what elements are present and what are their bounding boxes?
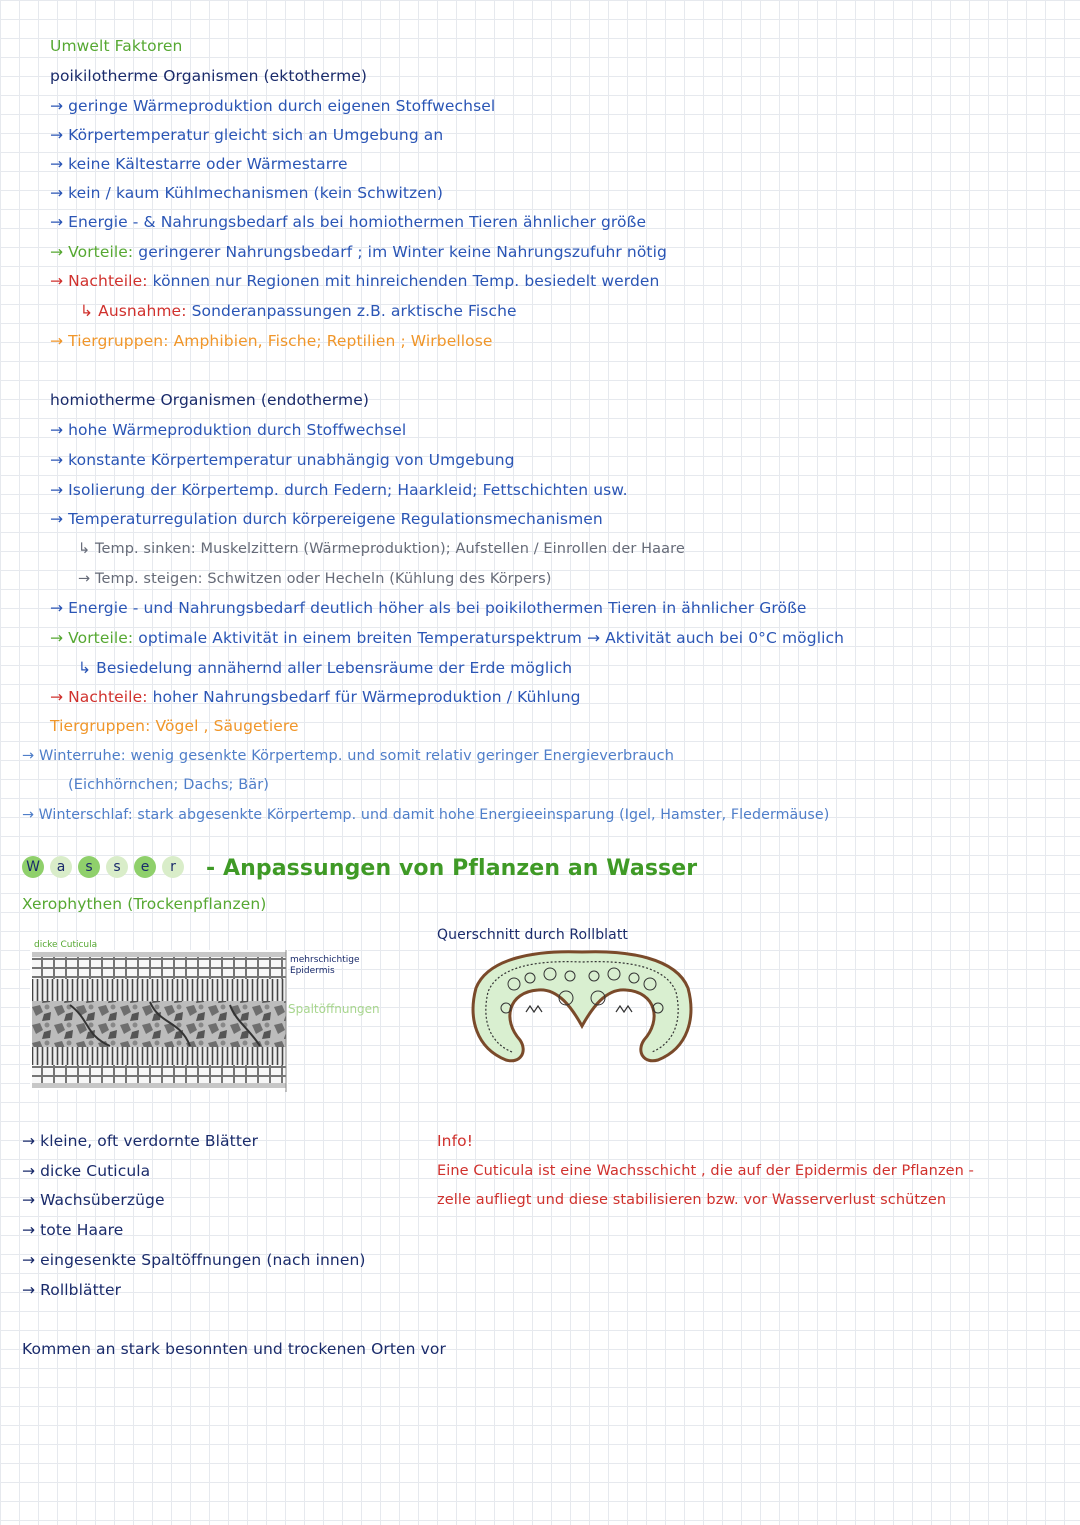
homoi-besiedlung: ↳ Besiedelung annähernd aller Lebensräume der Erde möglich: [78, 659, 573, 677]
poik-item: → keine Kältestarre oder Wärmestarre: [50, 155, 348, 173]
bubble-letter: s: [78, 856, 100, 878]
subtitle-xerophyten: Xerophythen (Trockenpflanzen): [22, 895, 267, 913]
homoi-vorteile-text: optimale Aktivität in einem breiten Temperaturspektrum → Aktivität auch bei 0°C möglich: [138, 629, 845, 647]
homoi-item: → Isolierung der Körpertemp. durch Federn; Haarkleid; Fettschichten usw.: [50, 481, 628, 499]
poik-item: → geringe Wärmeproduktion durch eigenen Stoffwechsel: [50, 97, 496, 115]
poik-ausnahme: [80, 301, 517, 321]
homoi-vorteile-label: → Vorteile:: [50, 629, 134, 647]
label-epidermis-1: mehrschichtige: [290, 955, 360, 965]
xero-item: → Wachsüberzüge: [22, 1191, 165, 1209]
label-dicke-cuticula: dicke Cuticula: [34, 940, 98, 950]
info-label: Info!: [437, 1132, 474, 1150]
poik-vorteile-label: → Vorteile:: [50, 243, 134, 261]
poik-ausnahme-label: ↳ Ausnahme:: [80, 302, 187, 320]
homoi-energie: → Energie - und Nahrungsbedarf deutlich höher als bei poikilothermen Tieren in ähnlicher Größe: [50, 599, 807, 617]
section-title-wasser: - Anpassungen von Pflanzen an Wasser: [206, 856, 698, 881]
winterruhe: [22, 746, 674, 766]
leaf-cross-section-diagram: [30, 950, 290, 1092]
winterschlaf: [22, 805, 829, 825]
homoi-item: → Temperaturregulation durch körpereigene Regulationsmechanismen: [50, 510, 603, 528]
info-line: zelle aufliegt und diese stabilisieren bzw. vor Wasserverlust schützen: [437, 1192, 947, 1208]
homoi-nachteile: [50, 687, 581, 707]
bubble-letter: e: [134, 856, 156, 878]
winterruhe-examples: (Eichhörnchen; Dachs; Bär): [68, 777, 270, 793]
bubble-letter: a: [50, 856, 72, 878]
homoi-sub-item: → Temp. steigen: Schwitzen oder Hecheln (Kühlung des Körpers): [78, 571, 552, 587]
heading-homoiotherm: homiotherme Organismen (endotherme): [50, 391, 369, 409]
footer-note: Kommen an stark besonnten und trockenen Orten vor: [22, 1340, 446, 1358]
poik-tiergruppen-text: Amphibien, Fische; Reptilien ; Wirbellose: [173, 332, 493, 350]
homoi-nachteile-text: hoher Nahrungsbedarf für Wärmeproduktion / Kühlung: [152, 688, 581, 706]
label-epidermis-2: Epidermis: [290, 966, 335, 976]
homoi-sub-item: ↳ Temp. sinken: Muskelzittern (Wärmeproduktion); Aufstellen / Einrollen der Haare: [78, 541, 685, 557]
rollblatt-diagram: [466, 948, 698, 1068]
poik-item: → Körpertemperatur gleicht sich an Umgebung an: [50, 126, 444, 144]
winterruhe-label: → Winterruhe:: [22, 748, 126, 764]
xero-item: → tote Haare: [22, 1221, 124, 1239]
poik-ausnahme-text: Sonderanpassungen z.B. arktische Fische: [191, 302, 517, 320]
poik-nachteile-text: können nur Regionen mit hinreichenden Temp. besiedelt werden: [152, 272, 660, 290]
info-line: Eine Cuticula ist eine Wachsschicht , die auf der Epidermis der Pflanzen -: [437, 1163, 975, 1179]
xero-item: → eingesenkte Spaltöffnungen (nach innen): [22, 1251, 366, 1269]
label-spaltoeffnungen: Spaltöffnungen: [288, 1002, 380, 1016]
bubble-letter: s: [106, 856, 128, 878]
homoi-tiergruppen-text: Vögel , Säugetiere: [155, 717, 299, 735]
homoi-vorteile: [50, 628, 844, 648]
poik-item: → Energie - & Nahrungsbedarf als bei homiothermen Tieren ähnlicher größe: [50, 213, 647, 231]
heading-poikilotherm: poikilotherme Organismen (ektotherme): [50, 67, 368, 85]
poik-nachteile-label: → Nachteile:: [50, 272, 148, 290]
wasser-bubbles: [22, 856, 184, 878]
winterruhe-text: wenig gesenkte Körpertemp. und somit relativ geringer Energieverbrauch: [130, 748, 675, 764]
section-title-umwelt: Umwelt Faktoren: [50, 37, 183, 55]
poik-item: → kein / kaum Kühlmechanismen (kein Schwitzen): [50, 184, 444, 202]
caption-rollblatt: Querschnitt durch Rollblatt: [437, 927, 629, 943]
xero-item: → kleine, oft verdornte Blätter: [22, 1132, 259, 1150]
poik-nachteile: [50, 271, 659, 291]
bubble-letter: r: [162, 856, 184, 878]
poik-vorteile-text: geringerer Nahrungsbedarf ; im Winter keine Nahrungszufuhr nötig: [138, 243, 667, 261]
bubble-letter: W: [22, 856, 44, 878]
homoi-item: → konstante Körpertemperatur unabhängig von Umgebung: [50, 451, 515, 469]
homoi-tiergruppen-label: Tiergruppen:: [50, 717, 151, 735]
homoi-item: → hohe Wärmeproduktion durch Stoffwechsel: [50, 421, 407, 439]
poik-vorteile: [50, 242, 667, 262]
xero-item: → Rollblätter: [22, 1281, 122, 1299]
poik-tiergruppen: [50, 331, 493, 351]
winterschlaf-label: → Winterschlaf:: [22, 807, 133, 823]
winterschlaf-text: stark abgesenkte Körpertemp. und damit hohe Energieeinsparung (Igel, Hamster, Fledermäuse): [137, 807, 830, 823]
xero-item: → dicke Cuticula: [22, 1162, 151, 1180]
poik-tiergruppen-label: → Tiergruppen:: [50, 332, 169, 350]
homoi-tiergruppen: [50, 716, 299, 736]
homoi-nachteile-label: → Nachteile:: [50, 688, 148, 706]
